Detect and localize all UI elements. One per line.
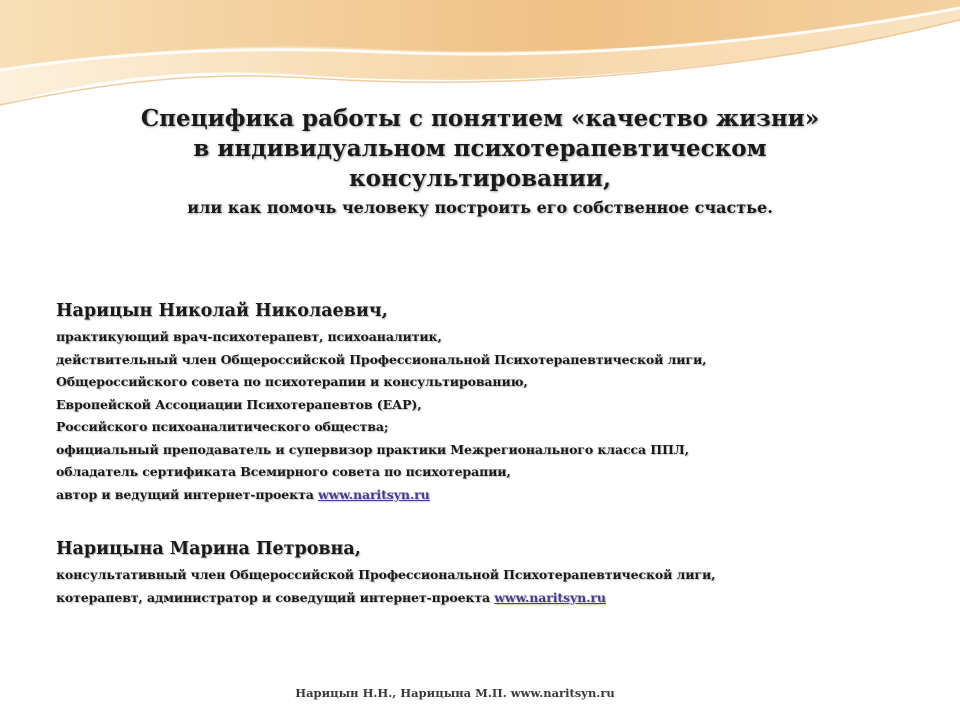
author-bio-line: Российского психоаналитического общества; [56,419,389,434]
author-name: Нарицына Марина Петровна, [56,539,361,559]
website-link[interactable]: www.naritsyn.ru [494,589,606,605]
website-link[interactable]: www.naritsyn.ru [317,486,430,502]
author-bio-line: Общероссийского совета по психотерапии и консультированию, [56,374,528,389]
slide-footer: Нарицын Н.Н., Нарицына М.П. www.naritsyn.ru [295,686,615,700]
author-bio-line-with-link [56,587,916,610]
title-subtitle: или как помочь человеку построить его собственное счастье. [187,198,773,217]
author-block-naritsyn-nikolay [56,298,916,506]
author-bio-line: практикующий врач-психотерапевт, психоаналитик, [56,329,442,344]
author-block-naritsyna-marina [56,536,916,609]
author-bio-line: действительный член Общероссийской Профессиональной Психотерапевтической лиги, [56,351,707,367]
author-bio-line: Европейской Ассоциации Психотерапевтов (ЕАР), [56,396,422,412]
slide-title [40,104,920,220]
author-bio-prefix: автор и ведущий интернет-проекта [56,486,318,502]
author-bio-prefix: котерапевт, администратор и соведущий интернет-проекта [56,589,495,605]
author-bio-line-with-link [56,484,916,507]
author-bio-line: обладатель сертификата Всемирного совета по психотерапии, [56,464,511,479]
author-bio-line: официальный преподаватель и супервизор практики Межрегионального класса ППЛ, [56,441,689,457]
author-name: Нарицын Николай Николаевич, [56,301,388,321]
title-line-3: консультировании, [349,165,611,192]
title-line-2: в индивидуальном психотерапевтическом [193,135,767,162]
author-bio-line: консультативный член Общероссийской Профессиональной Психотерапевтической лиги, [56,567,716,582]
title-line-1: Специфика работы с понятием «качество жизни» [140,105,820,132]
